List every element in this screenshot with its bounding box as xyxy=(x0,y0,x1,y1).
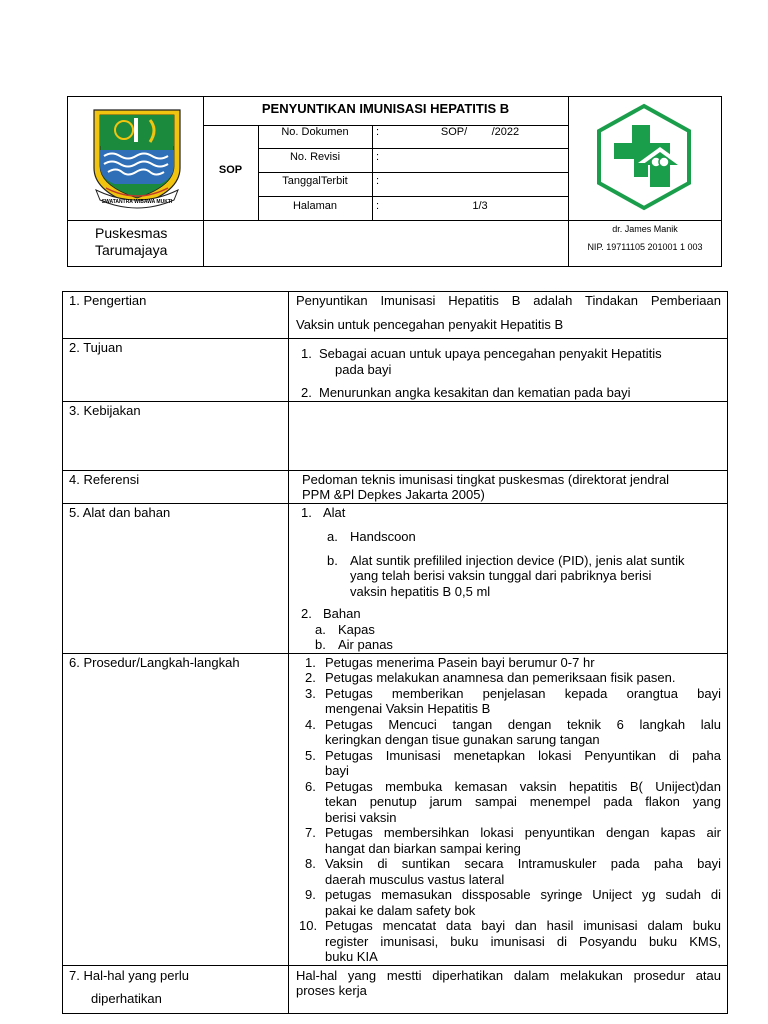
prosedur-step-6-line-1: 6. Petugas membuka kemasan vaksin hepatitis B( Uniject)dan xyxy=(305,778,721,794)
prosedur-step-10-line-1: 10. Petugas mencatat data bayi dan hasil imunisasi dalam buku xyxy=(299,918,721,933)
meta-sep-tanggal-terbit: : xyxy=(376,175,380,187)
referensi-line1: Pedoman teknis imunisasi tingkat puskesmas (direktorat jendral xyxy=(302,471,670,487)
document-title: PENYUNTIKAN IMUNISASI HEPATITIS B xyxy=(261,101,510,116)
row-halhal xyxy=(63,965,728,1013)
meta-label-no-dokumen: No. Dokumen xyxy=(281,126,349,138)
prosedur-step-8-line-2: daerah musculus vastus lateral xyxy=(325,871,505,887)
alat-heading: Alat xyxy=(323,504,346,520)
prosedur-step-9-line-2: pakai ke dalam safety bok xyxy=(325,902,476,918)
prosedur-step-6-line-2: tekan penutup jarum sampai menempel pada flakon yang xyxy=(325,794,721,809)
prosedur-step-9-line-1: 9. petugas memasukan dissposable syringe Uniject yg sudah di xyxy=(305,887,721,902)
prosedur-step-10-line-2: register imunisasi, buku imunisasi di Posyandu buku KMS, xyxy=(325,933,721,949)
label-halhal-line1: 7. Hal-hal yang perlu xyxy=(69,967,189,983)
tujuan-item-1-line2: pada bayi xyxy=(335,361,392,377)
puskesmas-name-line1: Puskesmas xyxy=(95,225,168,241)
prosedur-step-5-num: 5. xyxy=(305,747,316,763)
pengertian-line2: Vaksin untuk pencegahan penyakit Hepatitis B xyxy=(296,316,564,332)
label-kebijakan: 3. Kebijakan xyxy=(69,402,141,418)
prosedur-step-1-num: 1. xyxy=(305,654,316,670)
alat-b-line1: Alat suntik prefililed injection device (PID), jenis alat suntik xyxy=(350,552,685,568)
prosedur-steps-list xyxy=(289,654,727,965)
pengertian-line1: Penyuntikan Imunisasi Hepatitis B adalah Tindakan Pemberiaan xyxy=(296,293,721,308)
bahan-a-mark: a. xyxy=(315,621,326,637)
prosedur-step-2-line-1: 2. Petugas melakukan anamnesa dan pemeriksaan fisik pasen. xyxy=(305,670,676,685)
bahan-b-text: Air panas xyxy=(338,637,393,652)
meta-label-tanggal-terbit: TanggalTerbit xyxy=(282,175,348,187)
alat-b-line2: yang telah berisi vaksin tunggal dari pabriknya berisi xyxy=(350,568,652,583)
prosedur-step-6-line-3: berisi vaksin xyxy=(325,809,397,825)
bahan-b-mark: b. xyxy=(315,637,326,652)
prosedur-step-4-line-1: 4. Petugas Mencuci tangan dengan teknik 6 langkah lalu xyxy=(305,716,721,732)
alat-b-mark: b. xyxy=(327,552,338,568)
prosedur-step-4-line-2: keringkan dengan tisue gunakan sarung tangan xyxy=(325,732,600,747)
prosedur-step-4-num: 4. xyxy=(305,716,316,732)
prosedur-step-3-line-1: 3. Petugas memberikan penjelasan kepada orangtua bayi xyxy=(305,685,721,701)
row-pengertian xyxy=(63,292,728,339)
meta-label-no-revisi: No. Revisi xyxy=(289,151,341,163)
prosedur-step-7-num: 7. xyxy=(305,825,316,840)
label-tujuan: 2. Tujuan xyxy=(69,340,123,355)
row-kebijakan xyxy=(63,401,728,470)
prosedur-step-5-line-1: 5. Petugas Imunisasi menetapkan lokasi Penyuntikan di paha xyxy=(305,747,721,763)
alat-b-line3: vaksin hepatitis B 0,5 ml xyxy=(350,583,491,599)
prosedur-step-5-line-2: bayi xyxy=(325,763,349,778)
tujuan-item-1 xyxy=(301,346,721,362)
signer-name: dr. James Manik xyxy=(612,224,678,234)
prosedur-step-3-num: 3. xyxy=(305,685,316,701)
label-referensi: 4. Referensi xyxy=(69,471,140,487)
referensi-line2: PPM &Pl Depkes Jakarta 2005) xyxy=(302,487,485,502)
prosedur-step-2-num: 2. xyxy=(305,670,316,685)
prosedur-step-7-line-2: hangat dan biarkan sampai kering xyxy=(325,840,521,856)
sop-content-table xyxy=(62,291,728,1014)
prosedur-step-1-line-1: 1. Petugas menerima Pasein bayi berumur 0-7 hr xyxy=(305,654,595,670)
prosedur-step-3-line-2: mengenai Vaksin Hepatitis B xyxy=(325,701,491,716)
label-alat-bahan: 5. Alat dan bahan xyxy=(69,504,171,520)
label-prosedur: 6. Prosedur/Langkah-langkah xyxy=(69,654,240,670)
alat-a-text: Handscoon xyxy=(350,529,416,544)
row-alat-bahan xyxy=(63,503,728,653)
row-referensi xyxy=(63,470,728,503)
tujuan-item-1-line1: Sebagai acuan untuk upaya pencegahan penyakit Hepatitis xyxy=(319,346,662,361)
tujuan-item-2 xyxy=(301,385,721,401)
meta-value-no-dokumen: SOP/ /2022 xyxy=(440,126,520,138)
meta-sep-no-dokumen: : xyxy=(376,126,380,138)
tujuan-item-1-num: 1. xyxy=(301,346,312,361)
prosedur-step-10-line-3: buku KIA xyxy=(325,949,378,964)
tujuan-item-2-num: 2. xyxy=(301,385,312,400)
tujuan-item-2-line1: Menurunkan angka kesakitan dan kematian pada bayi xyxy=(319,385,631,400)
signer-nip: NIP. 19711105 201001 1 003 xyxy=(587,242,703,252)
row-prosedur xyxy=(63,653,728,965)
prosedur-step-10-num: 10. xyxy=(299,918,318,933)
puskesmas-name-line2: Tarumajaya xyxy=(95,242,168,258)
puskesmas-logo xyxy=(594,103,694,213)
meta-value-halaman: 1/3 xyxy=(472,200,488,212)
prosedur-step-9-num: 9. xyxy=(305,887,316,902)
alat-a-mark: a. xyxy=(327,529,338,544)
halhal-line1: Hal-hal yang mestti diperhatikan dalam melakukan prosedur atau xyxy=(296,967,721,983)
sop-label: SOP xyxy=(218,164,243,176)
meta-sep-halaman: : xyxy=(376,200,380,212)
prosedur-step-8-line-1: 8. Vaksin di suntikan secara Intramuskuler pada paha bayi xyxy=(305,856,721,871)
meta-label-halaman: Halaman xyxy=(292,200,338,212)
label-halhal-line2: diperhatikan xyxy=(91,991,162,1006)
prosedur-step-7-line-1: 7. Petugas membersihkan lokasi penyuntikan dengan kapas air xyxy=(305,825,721,840)
bahan-heading: Bahan xyxy=(323,606,361,621)
crest-motto: SWATANTRA WIBAWA MUKTI xyxy=(101,199,173,205)
alat-num: 1. xyxy=(301,504,312,520)
bahan-a-text: Kapas xyxy=(338,621,375,637)
prosedur-step-8-num: 8. xyxy=(305,856,316,871)
bahan-num: 2. xyxy=(301,606,312,621)
halhal-line2: proses kerja xyxy=(296,983,367,998)
meta-sep-no-revisi: : xyxy=(376,151,380,163)
label-pengertian: 1. Pengertian xyxy=(69,293,147,308)
prosedur-step-6-num: 6. xyxy=(305,778,316,794)
regency-crest-logo xyxy=(90,106,184,214)
row-tujuan xyxy=(63,339,728,402)
